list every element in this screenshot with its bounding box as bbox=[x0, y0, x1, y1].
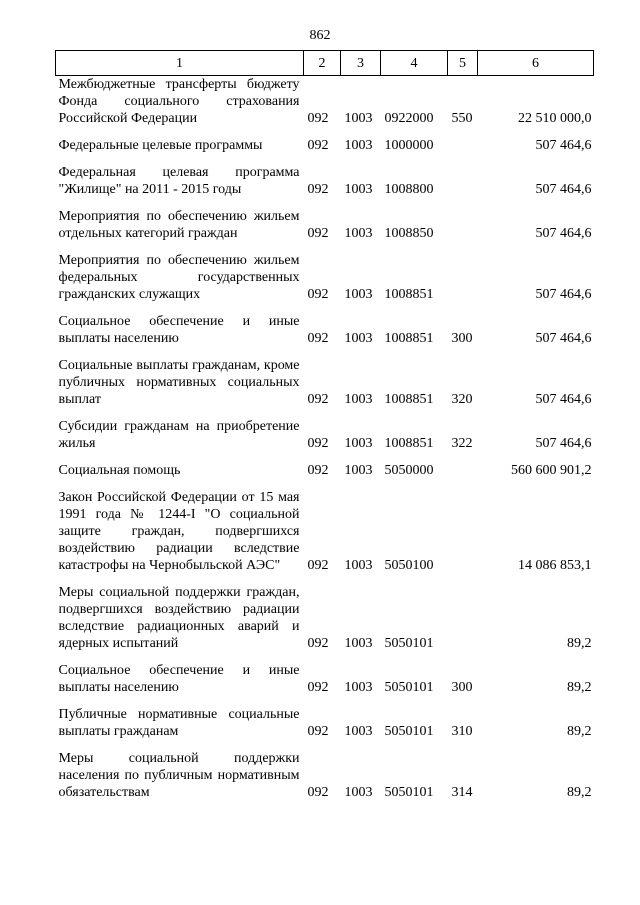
row-gr: 092 bbox=[307, 331, 329, 346]
row-sum: 507 464,6 bbox=[535, 287, 592, 302]
row-vr bbox=[448, 130, 478, 157]
column-header-cs: 4 bbox=[381, 51, 448, 76]
row-name: Социальная помощь bbox=[58, 463, 181, 478]
row-sum: 22 510 000,0 bbox=[518, 111, 592, 126]
row-sum: 89,2 bbox=[567, 680, 592, 695]
table-row bbox=[56, 577, 594, 655]
table-row bbox=[56, 482, 594, 577]
row-rz: 1003 bbox=[344, 138, 373, 153]
row-vr: 320 bbox=[451, 392, 473, 407]
row-gr: 092 bbox=[307, 182, 329, 197]
page-number: 862 bbox=[309, 28, 331, 43]
row-vr bbox=[448, 245, 478, 306]
row-rz: 1003 bbox=[344, 111, 373, 126]
row-name: Социальные выплаты гражданам, кроме публичных нормативных социальных выплат bbox=[58, 358, 300, 407]
row-vr: 314 bbox=[451, 785, 473, 800]
row-cs: 1008851 bbox=[384, 392, 434, 407]
row-sum: 89,2 bbox=[567, 636, 592, 651]
row-gr: 092 bbox=[307, 463, 329, 478]
table-row bbox=[56, 130, 594, 157]
row-gr: 092 bbox=[307, 111, 329, 126]
row-gr: 092 bbox=[307, 287, 329, 302]
row-rz: 1003 bbox=[344, 680, 373, 695]
row-vr: 310 bbox=[451, 724, 473, 739]
row-gr: 092 bbox=[307, 226, 329, 241]
table-row bbox=[56, 157, 594, 201]
table-row bbox=[56, 655, 594, 699]
row-cs: 5050000 bbox=[384, 463, 434, 478]
row-gr: 092 bbox=[307, 558, 329, 573]
row-sum: 507 464,6 bbox=[535, 331, 592, 346]
row-vr bbox=[448, 482, 478, 577]
row-name: Межбюджетные трансферты бюджету Фонда социального страхования Российской Федерации bbox=[58, 77, 300, 126]
row-vr: 322 bbox=[451, 436, 473, 451]
row-name: Субсидии гражданам на приобретение жилья bbox=[58, 419, 300, 451]
row-gr: 092 bbox=[307, 392, 329, 407]
table-row bbox=[56, 411, 594, 455]
table-row bbox=[56, 201, 594, 245]
row-cs: 1008851 bbox=[384, 331, 434, 346]
table-header-row bbox=[56, 51, 594, 76]
row-name: Федеральные целевые программы bbox=[58, 138, 263, 153]
table-row bbox=[56, 76, 594, 131]
row-sum: 507 464,6 bbox=[535, 226, 592, 241]
table-row bbox=[56, 306, 594, 350]
column-header-gr: 2 bbox=[304, 51, 341, 76]
table-row bbox=[56, 699, 594, 743]
row-rz: 1003 bbox=[344, 392, 373, 407]
row-name: Меры социальной поддержки граждан, подвергшихся воздействию радиации вследствие радиационных аварий и ядерных испытаний bbox=[58, 585, 300, 651]
row-cs: 5050101 bbox=[384, 785, 434, 800]
row-rz: 1003 bbox=[344, 287, 373, 302]
row-vr bbox=[448, 455, 478, 482]
row-cs: 1008800 bbox=[384, 182, 434, 197]
row-vr bbox=[448, 201, 478, 245]
row-vr: 300 bbox=[451, 331, 473, 346]
row-sum: 14 086 853,1 bbox=[518, 558, 592, 573]
row-vr bbox=[448, 577, 478, 655]
row-gr: 092 bbox=[307, 680, 329, 695]
row-name: Мероприятия по обеспечению жильем федеральных государственных гражданских служащих bbox=[58, 253, 300, 302]
row-cs: 5050101 bbox=[384, 636, 434, 651]
row-gr: 092 bbox=[307, 138, 329, 153]
row-cs: 1008850 bbox=[384, 226, 434, 241]
row-rz: 1003 bbox=[344, 182, 373, 197]
row-cs: 5050101 bbox=[384, 724, 434, 739]
row-cs: 1008851 bbox=[384, 287, 434, 302]
row-sum: 89,2 bbox=[567, 785, 592, 800]
row-rz: 1003 bbox=[344, 436, 373, 451]
row-gr: 092 bbox=[307, 436, 329, 451]
row-name: Социальное обеспечение и иные выплаты населению bbox=[58, 314, 300, 346]
row-cs: 0922000 bbox=[384, 111, 434, 126]
table-row bbox=[56, 245, 594, 306]
row-name: Меры социальной поддержки населения по публичным нормативным обязательствам bbox=[58, 751, 300, 800]
row-sum: 507 464,6 bbox=[535, 138, 592, 153]
row-rz: 1003 bbox=[344, 636, 373, 651]
table-row bbox=[56, 743, 594, 804]
row-rz: 1003 bbox=[344, 724, 373, 739]
row-vr: 550 bbox=[451, 111, 473, 126]
row-gr: 092 bbox=[307, 636, 329, 651]
row-sum: 89,2 bbox=[567, 724, 592, 739]
column-header-sum: 6 bbox=[478, 51, 594, 76]
budget-table bbox=[55, 50, 594, 804]
row-vr bbox=[448, 157, 478, 201]
row-sum: 507 464,6 bbox=[535, 182, 592, 197]
row-cs: 5050100 bbox=[384, 558, 434, 573]
row-name: Социальное обеспечение и иные выплаты населению bbox=[58, 663, 300, 695]
column-header-vr: 5 bbox=[448, 51, 478, 76]
column-header-name: 1 bbox=[56, 51, 304, 76]
row-rz: 1003 bbox=[344, 785, 373, 800]
row-name: Федеральная целевая программа "Жилище" на 2011 - 2015 годы bbox=[58, 165, 300, 197]
row-name: Мероприятия по обеспечению жильем отдельных категорий граждан bbox=[58, 209, 300, 241]
table-row bbox=[56, 350, 594, 411]
row-cs: 1000000 bbox=[384, 138, 434, 153]
column-header-rz: 3 bbox=[341, 51, 381, 76]
row-name: Закон Российской Федерации от 15 мая 1991 года № 1244-I "О социальной защите граждан, подвергшихся воздействию радиации вследствие катастрофы на Чернобыльской АЭС" bbox=[58, 490, 300, 573]
row-cs: 1008851 bbox=[384, 436, 434, 451]
row-sum: 507 464,6 bbox=[535, 436, 592, 451]
row-rz: 1003 bbox=[344, 558, 373, 573]
row-vr: 300 bbox=[451, 680, 473, 695]
row-gr: 092 bbox=[307, 724, 329, 739]
row-rz: 1003 bbox=[344, 463, 373, 478]
row-name: Публичные нормативные социальные выплаты гражданам bbox=[58, 707, 300, 739]
row-rz: 1003 bbox=[344, 331, 373, 346]
row-rz: 1003 bbox=[344, 226, 373, 241]
row-cs: 5050101 bbox=[384, 680, 434, 695]
table-row bbox=[56, 455, 594, 482]
row-gr: 092 bbox=[307, 785, 329, 800]
row-sum: 507 464,6 bbox=[535, 392, 592, 407]
row-sum: 560 600 901,2 bbox=[511, 463, 592, 478]
